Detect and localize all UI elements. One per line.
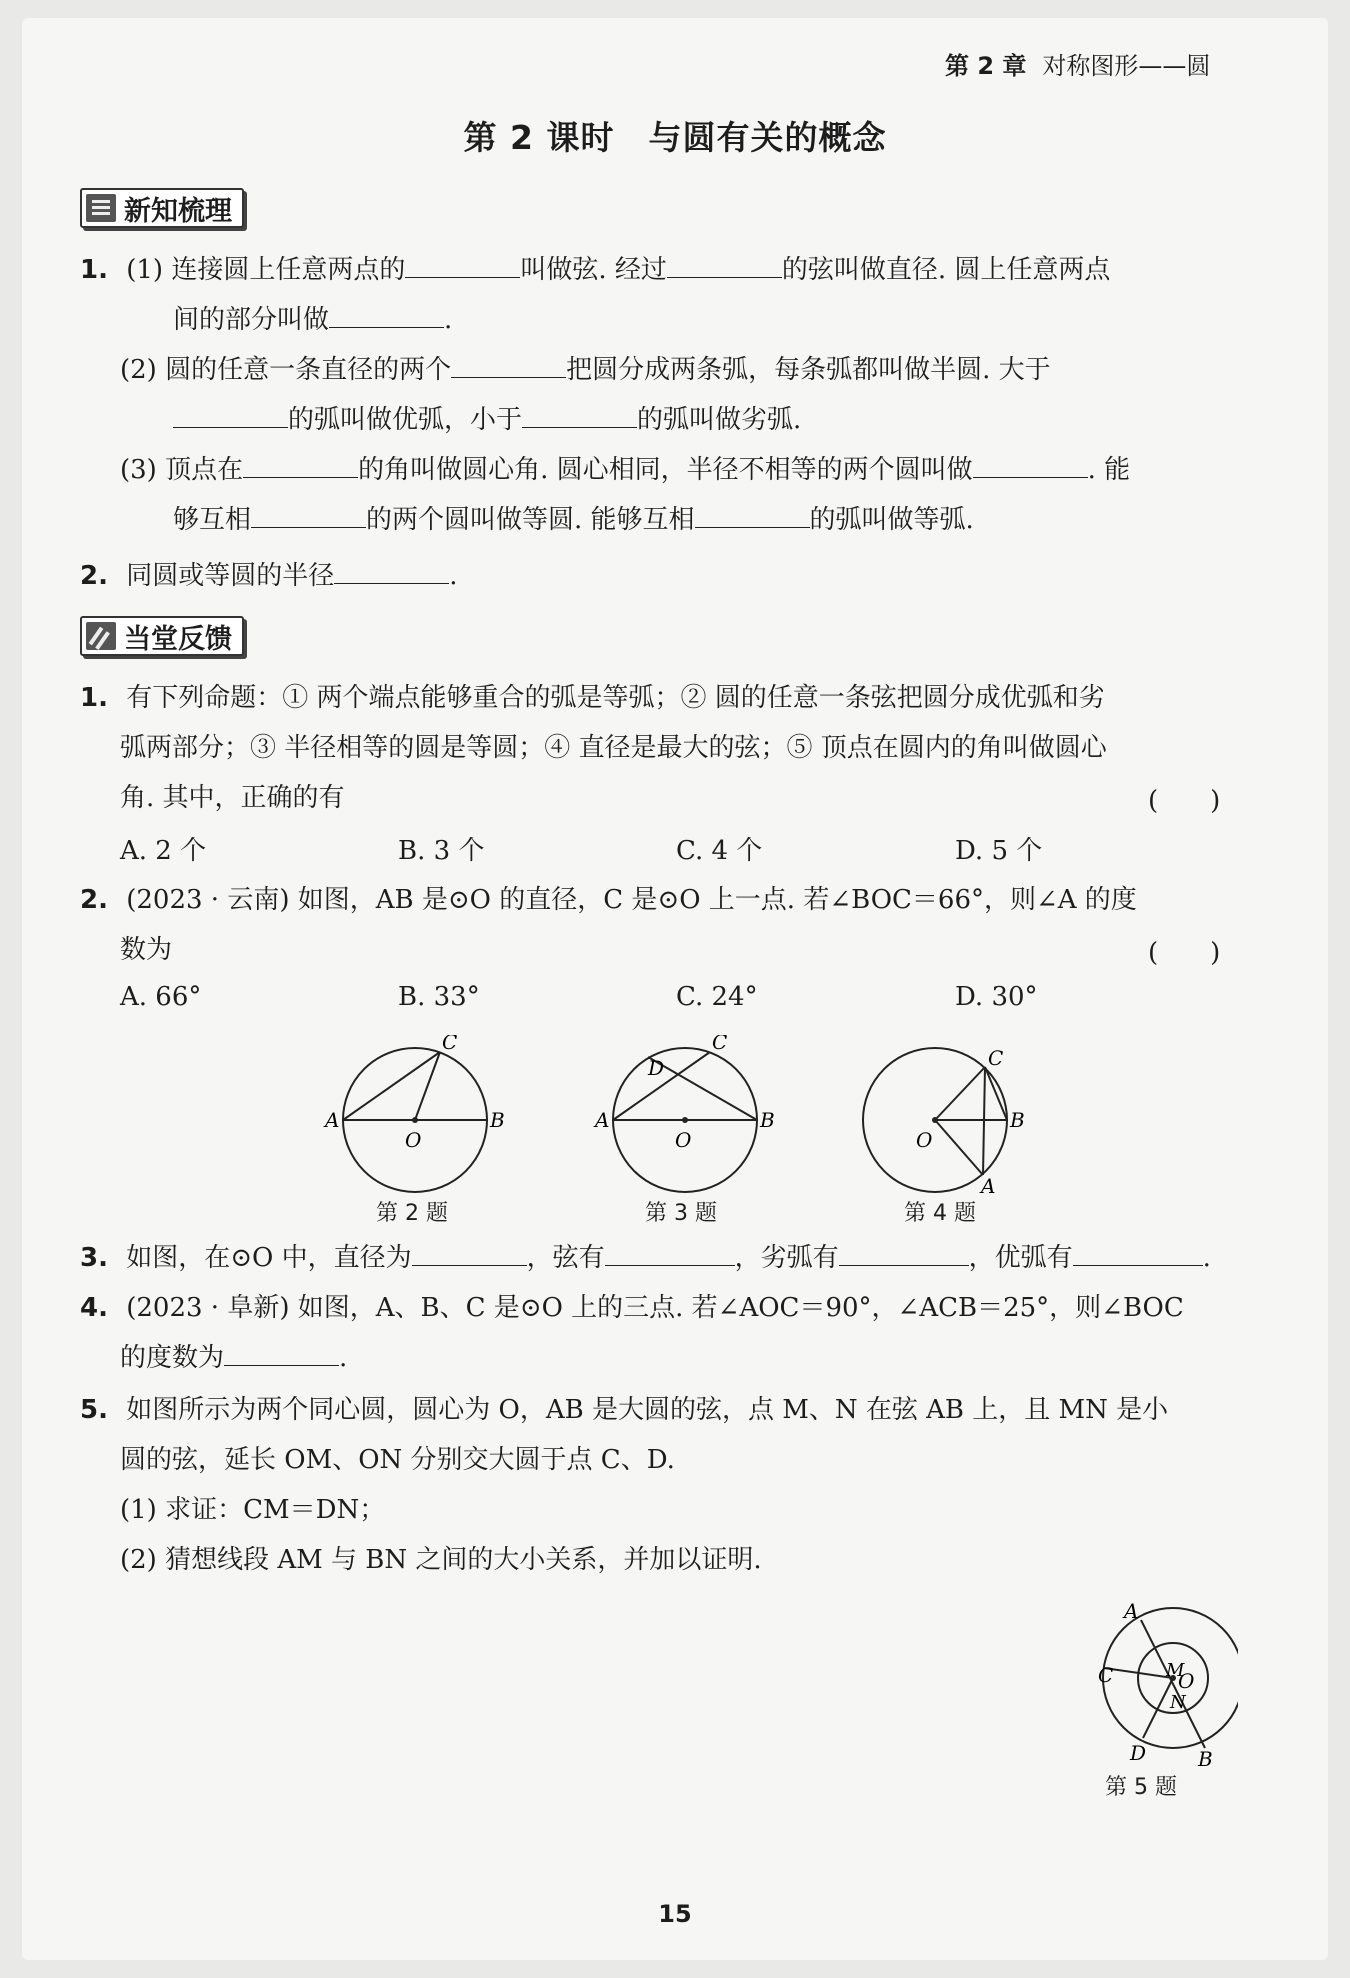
option-c[interactable]: C. 24° [676,982,758,1012]
label-c: C [988,1046,1004,1070]
feedback-q5-line2: 圆的弦，延长 OM、ON 分别交大圆于点 C、D. [120,1445,675,1475]
answer-blank[interactable] [334,557,449,584]
feedback-q4-line1 [80,1288,1184,1328]
option-d[interactable]: D. 30° [955,982,1038,1012]
answer-blank[interactable] [695,501,810,528]
feedback-q3 [80,1238,1211,1278]
feedback-q5-line4: (2) 猜想线段 AM 与 BN 之间的大小关系，并加以证明. [120,1545,762,1575]
option-b[interactable]: B. 3 个 [398,836,485,866]
label-b: B [490,1108,505,1132]
label-b: B [1198,1747,1213,1768]
figure-caption: 第 3 题 [645,1201,717,1226]
option-a[interactable]: A. 2 个 [120,836,207,866]
label-a: A [595,1108,610,1132]
text: . [339,1343,348,1373]
label-a: A [325,1108,340,1132]
answer-blank[interactable] [667,251,782,278]
text: 叫做弦. 经过 [520,255,667,285]
figure-q2 [320,1035,520,1205]
label-o: O [1178,1669,1195,1693]
chapter-topic: 对称图形——圆 [1042,52,1211,80]
feedback-q1-line3: 角. 其中，正确的有 [120,783,345,813]
label-b: B [1010,1108,1025,1132]
text: 把圆分成两条弧，每条弧都叫做半圆. 大于 [566,355,1051,385]
feedback-q1-line2: 弧两部分；③ 半径相等的圆是等圆；④ 直径是最大的弦；⑤ 顶点在圆内的角叫做圆心 [120,733,1107,763]
option-c[interactable]: C. 4 个 [676,836,763,866]
label-n: N [1170,1692,1186,1713]
answer-blank[interactable] [412,1239,527,1266]
page-number: 15 [658,1900,692,1928]
text: . [449,561,458,591]
answer-blank[interactable] [251,501,366,528]
text: ，优弧有 [968,1243,1073,1273]
knowledge-q1-line2 [173,300,452,340]
section-tag-feedback [80,616,244,656]
question-number: 5. [80,1395,108,1425]
text: 如图所示为两个同心圆，圆心为 O，AB 是大圆的弦，点 M、N 在弦 AB 上，且 MN 是小 [126,1395,1169,1425]
knowledge-q1-line1 [80,250,1110,290]
figure-q4 [850,1035,1050,1205]
section-title: 当堂反馈 [124,623,232,655]
question-number: 1. [80,255,108,285]
option-a[interactable]: A. 66° [120,982,202,1012]
label-c: C [1098,1663,1114,1687]
text: 间的部分叫做 [173,305,330,335]
text: 有下列命题：① 两个端点能够重合的弧是等弧；② 圆的任意一条弦把圆分成优弧和劣 [126,683,1105,713]
label-o: O [916,1128,933,1152]
book-icon [86,194,116,222]
text: (2023 · 云南) 如图，AB 是⊙O 的直径，C 是⊙O 上一点. 若∠BOC＝66°，则∠A 的度 [126,885,1137,915]
option-d[interactable]: D. 5 个 [955,836,1043,866]
answer-blank[interactable] [605,1239,735,1266]
knowledge-q1-line5 [120,450,1130,490]
text: ，劣弧有 [734,1243,839,1273]
section-tag-new-knowledge [80,188,244,228]
text: 的两个圆叫做等圆. 能够互相 [366,505,695,535]
text: 如图，在⊙O 中，直径为 [126,1243,412,1273]
answer-blank[interactable] [173,401,288,428]
knowledge-q1-line3 [120,350,1051,390]
figure-caption: 第 5 题 [1105,1775,1177,1800]
running-header [945,46,1210,81]
text: 的弦叫做直径. 圆上任意两点 [781,255,1111,285]
text: 够互相 [173,505,252,535]
answer-blank[interactable] [1073,1239,1203,1266]
text: (1) 连接圆上任意两点的 [126,255,406,285]
question-number: 1. [80,683,108,713]
label-c: C [442,1035,458,1054]
text: ，弦有 [526,1243,605,1273]
text: . 能 [1087,455,1131,485]
question-number: 2. [80,885,108,915]
label-c: C [712,1035,728,1054]
question-number: 3. [80,1243,108,1273]
question-number: 4. [80,1293,108,1323]
text: 的弧叫做等弧. [809,505,974,535]
answer-blank[interactable] [839,1239,969,1266]
answer-blank[interactable] [451,351,566,378]
option-b[interactable]: B. 33° [398,982,480,1012]
feedback-q5-line1 [80,1390,1168,1430]
text: 的度数为 [120,1343,225,1373]
question-number: 2. [80,561,108,591]
answer-blank[interactable] [329,301,444,328]
knowledge-q1-line4 [173,400,801,440]
figure-q3 [590,1035,790,1205]
figure-q5 [1058,1598,1238,1768]
pencil-icon [86,622,116,650]
answer-bracket[interactable]: ( ) [1148,786,1221,816]
label-a: A [1124,1599,1139,1623]
answer-blank[interactable] [243,451,358,478]
knowledge-q2 [80,556,458,596]
answer-bracket[interactable]: ( ) [1148,938,1221,968]
text: 同圆或等圆的半径 [126,561,335,591]
chapter-label: 第 2 章 [945,52,1027,80]
text: 的弧叫做劣弧. [637,405,802,435]
lesson-title: 第 2 课时 与圆有关的概念 [463,118,887,157]
text: . [1202,1243,1211,1273]
label-d: D [648,1056,665,1080]
text: (3) 顶点在 [120,455,244,485]
figure-caption: 第 2 题 [376,1201,448,1226]
feedback-q2-line2: 数为 [120,935,173,965]
feedback-q4-line2 [120,1338,347,1378]
text: . [444,305,453,335]
label-d: D [1130,1741,1147,1765]
text: (2023 · 阜新) 如图，A、B、C 是⊙O 上的三点. 若∠AOC＝90°，∠ACB＝25°，则∠BOC [126,1293,1184,1323]
figure-caption: 第 4 题 [904,1201,976,1226]
label-a: A [981,1174,996,1198]
label-o: O [675,1128,692,1152]
text: 的角叫做圆心角. 圆心相同，半径不相等的两个圆叫做 [358,455,973,485]
feedback-q2-line1 [80,880,1137,920]
answer-blank[interactable] [973,451,1088,478]
label-m: M [1166,1660,1185,1681]
text: 的弧叫做优弧，小于 [288,405,523,435]
label-o: O [405,1128,422,1152]
answer-blank[interactable] [224,1339,339,1366]
answer-blank[interactable] [405,251,520,278]
section-title: 新知梳理 [124,195,232,227]
label-b: B [760,1108,775,1132]
feedback-q1-line1 [80,678,1105,718]
knowledge-q1-line6 [173,500,974,540]
feedback-q5-line3: (1) 求证：CM＝DN； [120,1495,386,1525]
answer-blank[interactable] [522,401,637,428]
text: (2) 圆的任意一条直径的两个 [120,355,452,385]
